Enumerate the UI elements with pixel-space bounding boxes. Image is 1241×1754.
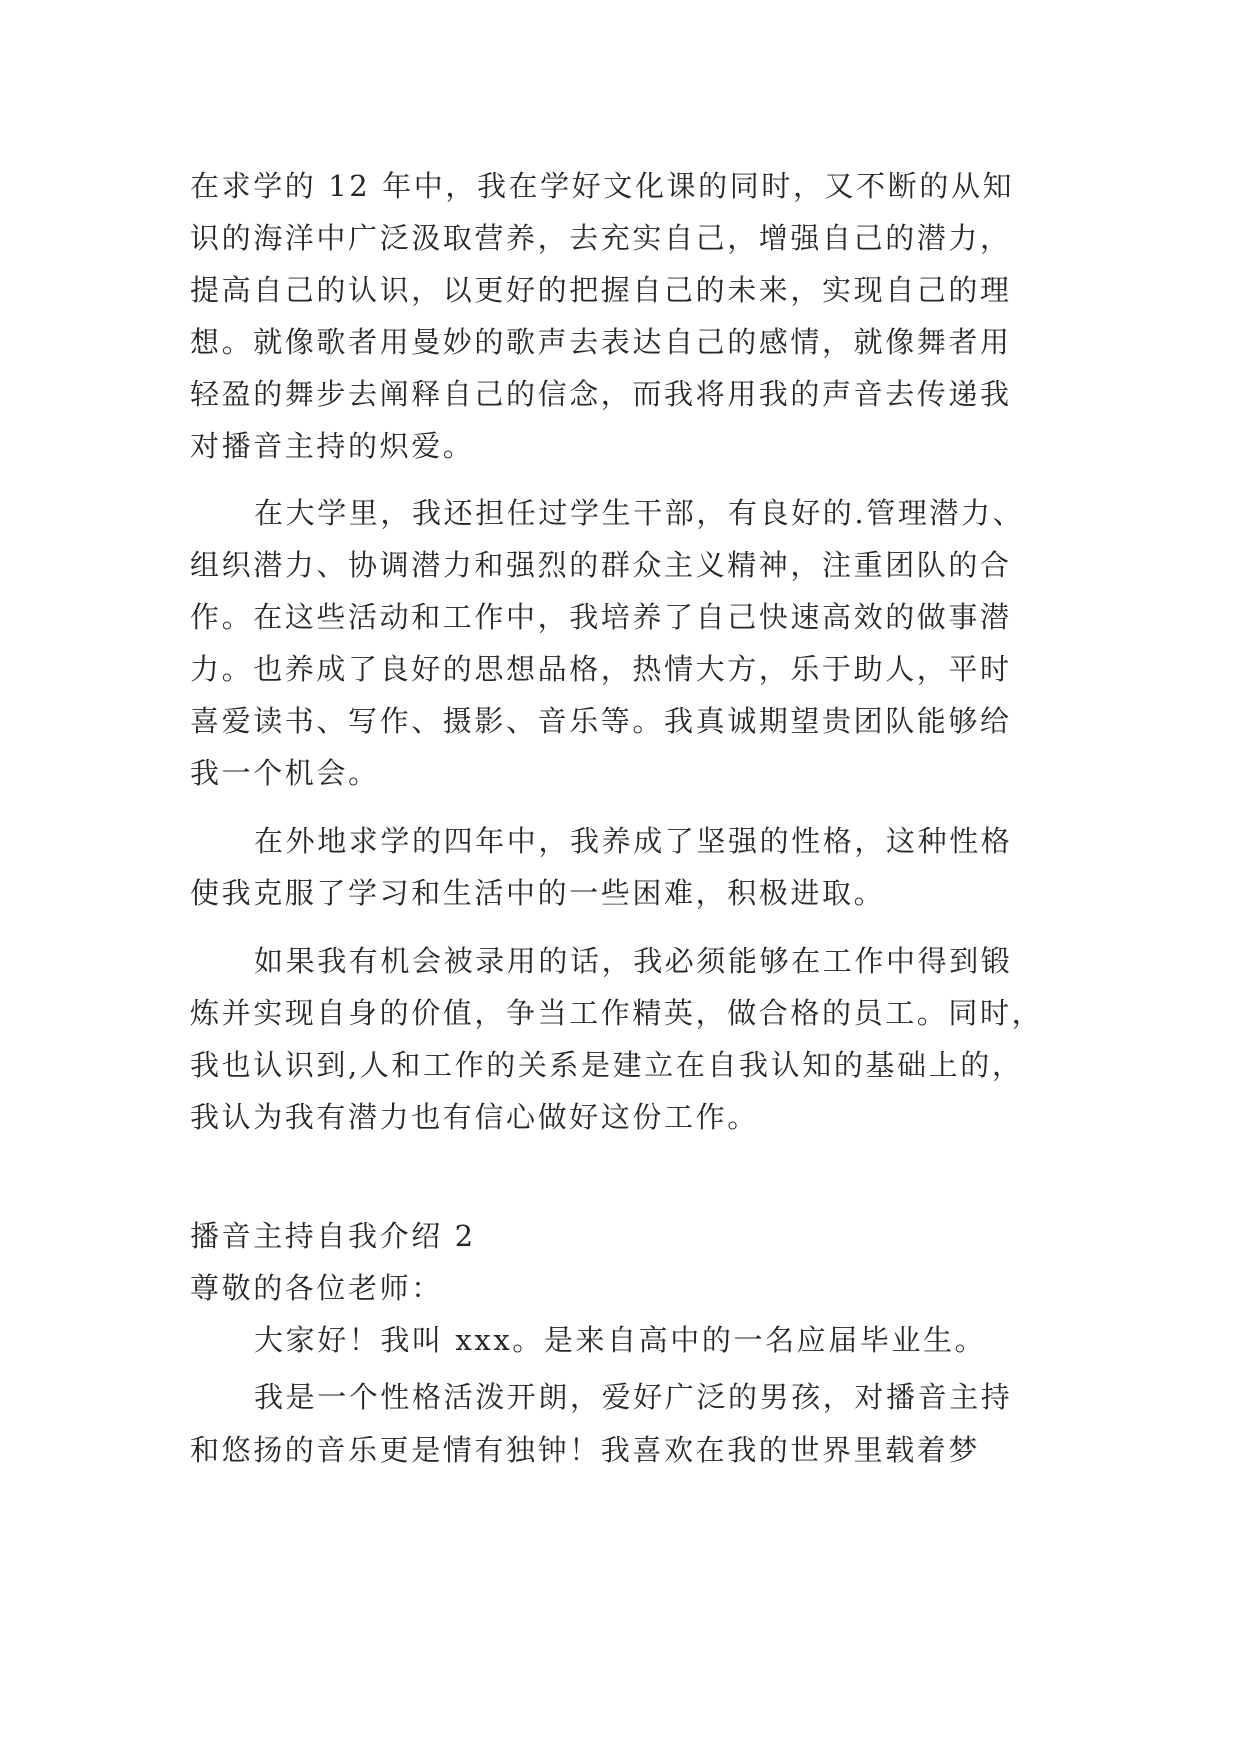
paragraph-1-line-2: 识的海洋中广泛汲取营养，去充实自己，增强自己的潜力， [190,221,1012,255]
section-title: 播音主持自我介绍 2 [190,1219,476,1253]
paragraph-1-line-3: 提高自己的认识，以更好的把握自己的未来，实现自己的理 [190,273,1012,307]
paragraph-2-line-1: 在大学里，我还担任过学生干部，有良好的.管理潜力、 [254,496,1025,530]
paragraph-1-line-6: 对播音主持的炽爱。 [190,429,475,463]
letter-paragraph-2-line-2: 和悠扬的音乐更是情有独钟！我喜欢在我的世界里载着梦 [190,1433,981,1467]
letter-paragraph-1-line-1: 大家好！我叫 xxx。是来自高中的一名应届毕业生。 [254,1323,987,1357]
paragraph-2-line-6: 我一个机会。 [190,756,380,790]
paragraph-1-line-4: 想。就像歌者用曼妙的歌声去表达自己的感情，就像舞者用 [190,325,1012,359]
salutation: 尊敬的各位老师： [190,1271,443,1305]
paragraph-1-line-5: 轻盈的舞步去阐释自己的信念，而我将用我的声音去传递我 [190,377,1012,411]
letter-paragraph-2-line-1: 我是一个性格活泼开朗，爱好广泛的男孩，对播音主持 [254,1380,1013,1414]
paragraph-2-line-3: 作。在这些活动和工作中，我培养了自己快速高效的做事潜 [190,600,1012,634]
paragraph-4-line-4: 我认为我有潜力也有信心做好这份工作。 [190,1100,759,1134]
paragraph-4-line-1: 如果我有机会被录用的话，我必须能够在工作中得到锻 [254,944,1013,978]
paragraph-2-line-4: 力。也养成了良好的思想品格，热情大方，乐于助人，平时 [190,652,1012,686]
paragraph-4-line-3: 我也认识到,人和工作的关系是建立在自我认知的基础上的， [190,1048,1024,1082]
paragraph-2-line-5: 喜爱读书、写作、摄影、音乐等。我真诚期望贵团队能够给 [190,704,1012,738]
paragraph-2-line-2: 组织潜力、协调潜力和强烈的群众主义精神，注重团队的合 [190,548,1012,582]
paragraph-1-line-1: 在求学的 12 年中，我在学好文化课的同时，又不断的从知 [190,169,1015,203]
paragraph-3-line-1: 在外地求学的四年中，我养成了坚强的性格，这种性格 [254,824,1013,858]
paragraph-4-line-2: 炼并实现自身的价值，争当工作精英，做合格的员工。同时， [190,996,1044,1030]
paragraph-3-line-2: 使我克服了学习和生活中的一些困难，积极进取。 [190,876,886,910]
